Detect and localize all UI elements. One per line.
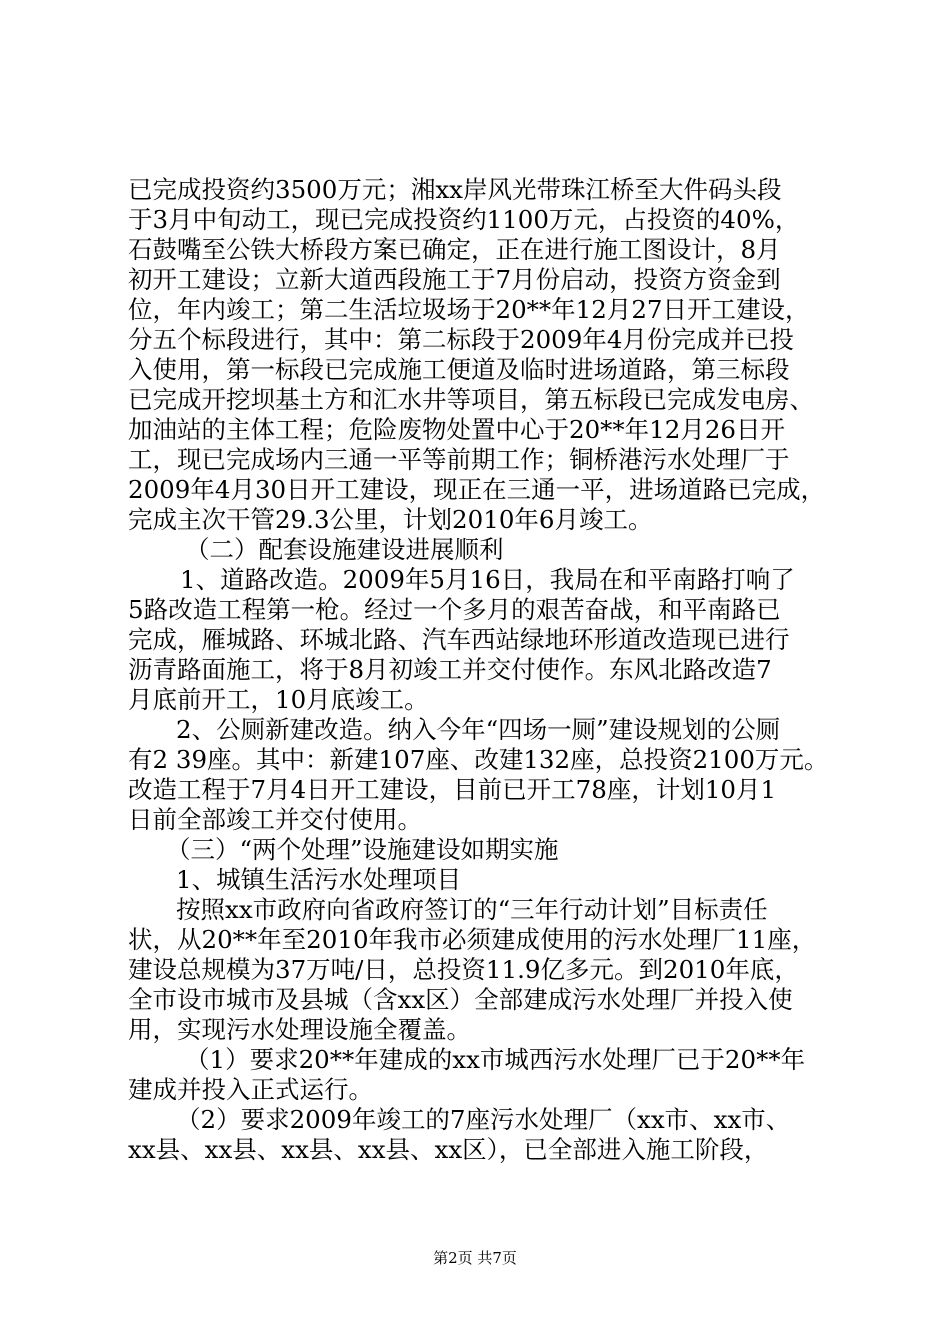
text-line: 全市设市城市及县城（含xx区）全部建成污水处理厂并投入使 xyxy=(128,985,793,1014)
text-line: xx县、xx县、xx县、xx县、xx区），已全部进入施工阶段， xyxy=(128,1135,769,1164)
text-line: 完成，雁城路、环城北路、汽车西站绿地环形道改造现已进行 xyxy=(128,625,790,654)
text-line: 日前全部竣工并交付使用。 xyxy=(128,805,422,834)
text-line: 已完成开挖坝基土方和汇水井等项目，第五标段已完成发电房、 xyxy=(128,385,814,414)
text-line: 5路改造工程第一枪。经过一个多月的艰苦奋战，和平南路已 xyxy=(128,595,781,624)
text-line: 工，现已完成场内三通一平等前期工作；铜桥港污水处理厂于 xyxy=(128,445,790,474)
text-line: （2）要求2009年竣工的7座污水处理厂（xx市、xx市、 xyxy=(176,1105,791,1134)
text-line: 1、道路改造。2009年5月16日，我局在和平南路打响了 xyxy=(180,565,795,594)
text-line: 状，从20**年至2010年我市必须建成使用的污水处理厂11座， xyxy=(128,925,817,954)
text-line: 完成主次干管29.3公里，计划2010年6月竣工。 xyxy=(128,505,653,534)
text-line: 2009年4月30日开工建设，现正在三通一平，进场道路已完成， xyxy=(128,475,826,504)
text-line: 沥青路面施工，将于8月初竣工并交付使作。东风北路改造7 xyxy=(128,655,772,684)
text-line: （二）配套设施建设进展顺利 xyxy=(185,535,504,564)
text-line: 石鼓嘴至公铁大桥段方案已确定，正在进行施工图设计，8月 xyxy=(128,235,781,264)
page-footer: 第2页 共7页 xyxy=(433,1249,517,1267)
text-line: 已完成投资约3500万元；湘xx岸风光带珠江桥至大件码头段 xyxy=(128,175,782,204)
text-line: 入使用，第一标段已完成施工便道及临时进场道路，第三标段 xyxy=(128,355,790,384)
text-line: 1、城镇生活污水处理项目 xyxy=(176,865,462,894)
text-line: 于3月中旬动工，现已完成投资约1100万元，占投资的40%， xyxy=(128,205,800,234)
text-line: 位，年内竣工；第二生活垃圾场于20**年12月27日开工建设， xyxy=(128,295,810,324)
text-line: 建设总规模为37万吨/日，总投资11.9亿多元。到2010年底， xyxy=(128,955,799,984)
text-line: 分五个标段进行，其中：第二标段于2009年4月份完成并已投 xyxy=(128,325,794,354)
text-line: （1）要求20**年建成的xx市城西污水处理厂已于20**年 xyxy=(185,1045,806,1074)
text-line: 2、公厕新建改造。纳入今年“四场一厕”建设规划的公厕 xyxy=(176,715,781,744)
text-line: 按照xx市政府向省政府签订的“三年行动计划”目标责任 xyxy=(176,895,768,924)
document-body xyxy=(128,175,833,1165)
text-line: 建成并投入正式运行。 xyxy=(128,1075,373,1104)
text-line: 月底前开工，10月底竣工。 xyxy=(128,685,429,714)
text-line: 用，实现污水处理设施全覆盖。 xyxy=(128,1015,471,1044)
text-line: （三）“两个处理”设施建设如期实施 xyxy=(166,835,559,864)
text-line: 改造工程于7月4日开工建设，目前已开工78座，计划10月1 xyxy=(128,775,777,804)
text-line: 加油站的主体工程；危险废物处置中心于20**年12月26日开 xyxy=(128,415,786,444)
text-line: 有2 39座。其中：新建107座、改建132座，总投资2100万元。 xyxy=(128,745,829,774)
text-line: 初开工建设；立新大道西段施工于7月份启动，投资方资金到 xyxy=(128,265,781,294)
